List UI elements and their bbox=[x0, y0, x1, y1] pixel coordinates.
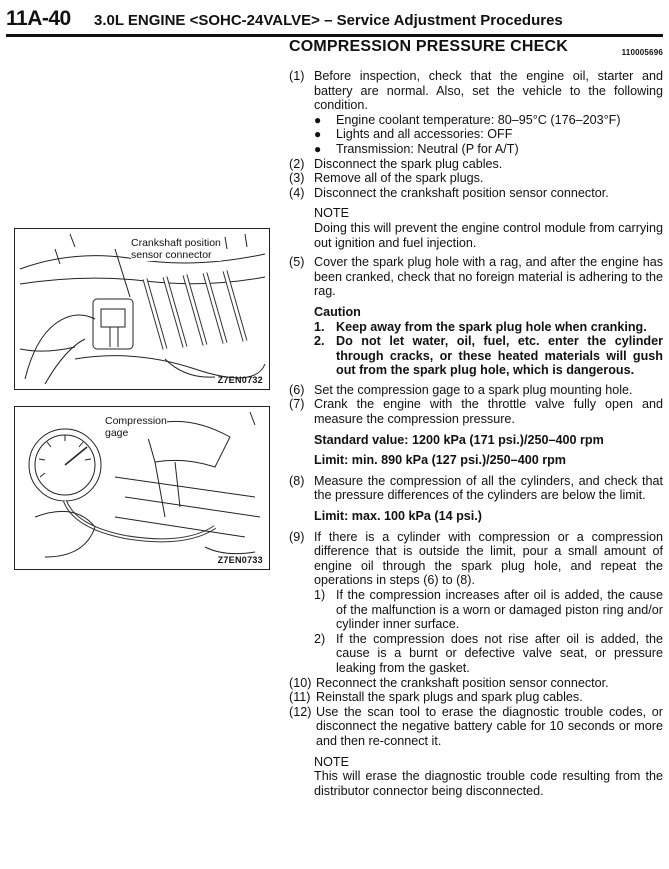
caution-heading: Caution bbox=[314, 304, 361, 319]
bullet-item: ● Lights and all accessories: OFF bbox=[314, 127, 513, 142]
bullet-item: ● Engine coolant temperature: 80–95°C (176–203°F) bbox=[314, 112, 621, 127]
step-7: (7) Crank the engine with the throttle valve fully open and measure the compression pressure. bbox=[289, 397, 663, 427]
figure-compression-gage bbox=[14, 406, 270, 570]
page-header bbox=[6, 6, 663, 37]
step-9: (9) If there is a cylinder with compression or a compression difference that is outside the limit, pour a small amount of engine oil through the spark plug hole, and repeat the operations in steps (6) to (8). bbox=[289, 529, 663, 588]
step-3: (3) Remove all of the spark plugs. bbox=[289, 171, 484, 186]
spec-limit-max: Limit: max. 100 kPa (14 psi.) bbox=[314, 509, 482, 524]
step-2: (2) Disconnect the spark plug cables. bbox=[289, 156, 503, 171]
step-8: (8) Measure the compression of all the cylinders, and check that the pressure differences of the cylinders are below the limit. bbox=[289, 473, 663, 503]
procedure-content bbox=[289, 40, 663, 798]
note-heading: NOTE bbox=[314, 206, 349, 221]
step-10: (10) Reconnect the crankshaft position sensor connector. bbox=[289, 675, 609, 690]
caution-item: 1. Keep away from the spark plug hole when cranking. bbox=[314, 319, 647, 334]
spec-limit-min: Limit: min. 890 kPa (127 psi.)/250–400 rpm bbox=[314, 453, 566, 468]
step-12: (12) Use the scan tool to erase the diagnostic trouble codes, or disconnect the negative battery cable for 10 seconds or more and then re-connect it. bbox=[289, 704, 663, 748]
bullet-item: ● Transmission: Neutral (P for A/T) bbox=[314, 141, 519, 156]
note-heading: NOTE bbox=[314, 754, 349, 769]
step-1: (1) Before inspection, check that the engine oil, starter and battery are normal. Also, set the vehicle to the following condition. bbox=[289, 69, 663, 113]
note-text: Doing this will prevent the engine control module from carrying out ignition and fuel injection. bbox=[314, 220, 663, 250]
page-number: 11A-40 bbox=[6, 7, 71, 30]
figure-crankshaft-sensor bbox=[14, 228, 270, 390]
figure-label-crankshaft: Crankshaft position sensor connector bbox=[131, 237, 221, 261]
figure-code: Z7EN0732 bbox=[217, 375, 263, 385]
header-title: 3.0L ENGINE <SOHC-24VALVE> – Service Adjustment Procedures bbox=[94, 12, 563, 29]
step-6: (6) Set the compression gage to a spark plug mounting hole. bbox=[289, 382, 633, 397]
section-title: COMPRESSION PRESSURE CHECK 110005696 bbox=[289, 40, 663, 62]
note-text: This will erase the diagnostic trouble code resulting from the distributor connector being disconnected. bbox=[314, 769, 663, 798]
section-code: 110005696 bbox=[621, 48, 663, 57]
step-4: (4) Disconnect the crankshaft position sensor connector. bbox=[289, 185, 609, 200]
spec-standard-value: Standard value: 1200 kPa (171 psi.)/250–400 rpm bbox=[314, 432, 604, 447]
figure-label-gage: Compression gage bbox=[105, 415, 167, 439]
step-5: (5) Cover the spark plug hole with a rag, and after the engine has been cranked, check that no foreign material is adhering to the rag. bbox=[289, 255, 663, 299]
figure-code: Z7EN0733 bbox=[217, 555, 263, 565]
sub-item: 1) If the compression increases after oil is added, the cause of the malfunction is a worn or damaged piston ring and/or cylinder inner surface. bbox=[314, 588, 663, 632]
caution-item: 2. Do not let water, oil, fuel, etc. enter the cylinder through cracks, or these heated materials will gush out from the spark plug hole, which is dangerous. bbox=[314, 334, 663, 378]
step-11: (11) Reinstall the spark plugs and spark plug cables. bbox=[289, 690, 583, 705]
sub-item: 2) If the compression does not rise after oil is added, the cause is a burnt or defective valve seat, or pressure leaking from the gasket. bbox=[314, 631, 663, 675]
